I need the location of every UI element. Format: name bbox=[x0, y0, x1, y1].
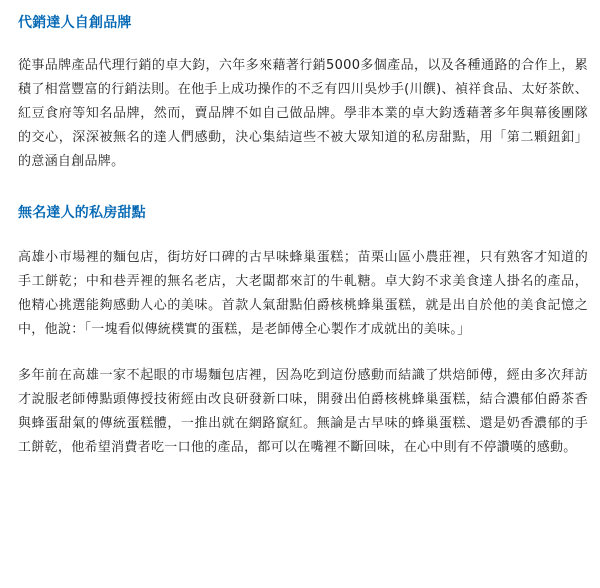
section-heading: 代銷達人自創品牌 bbox=[18, 15, 132, 31]
section-heading: 無名達人的私房甜點 bbox=[18, 205, 146, 221]
section-private-desserts bbox=[18, 204, 588, 460]
paragraph: 高雄小市場裡的麵包店，街坊好口碑的古早味蜂巢蛋糕；苗栗山區小農莊裡，只有熟客才知道的手工餅乾；中和巷弄裡的無名老店，大老闆都來訂的牛軋糖。卓大鈞不求美食達人掛名的產品，他精心挑選能夠感動人心的美味。首款人氣甜點伯爵核桃蜂巢蛋糕，就是出自於他的美食記憶之中，他說：「一塊看似傳統樸實的蛋糕，是老師傅全心製作才成就出的美味。」 bbox=[18, 250, 588, 337]
paragraph: 多年前在高雄一家不起眼的市場麵包店裡，因為吃到這份感動而結識了烘焙師傅，經由多次拜訪才說服老師傅點頭傳授技術經由改良研發新口味，開發出伯爵核桃蜂巢蛋糕，結合濃郁伯爵茶香與蜂蛋甜氣的傳統蛋糕體，一推出就在網路竄紅。無論是古早味的蜂巢蛋糕、還是奶香濃郁的手工餅乾，他希望消費者吃一口他的產品，都可以在嘴裡不斷回味，在心中則有不停讚嘆的感動。 bbox=[18, 368, 588, 455]
section-own-brand bbox=[18, 14, 588, 174]
paragraph: 從事品牌產品代理行銷的卓大鈞，六年多來藉著行銷5000多個產品，以及各種通路的合作上，累積了相當豐富的行銷法則。在他手上成功操作的不乏有四川吳炒手(川饌)、禎祥食品、太好茶飲、紅豆食府等知名品牌，然而，賣品牌不如自己做品牌。學非本業的卓大鈞透藉著多年與幕後團隊的交心，深深被無名的達人們感動，決心集結這些不被大眾知道的私房甜點，用「第二顆鈕釦」的意涵自創品牌。 bbox=[18, 58, 588, 169]
